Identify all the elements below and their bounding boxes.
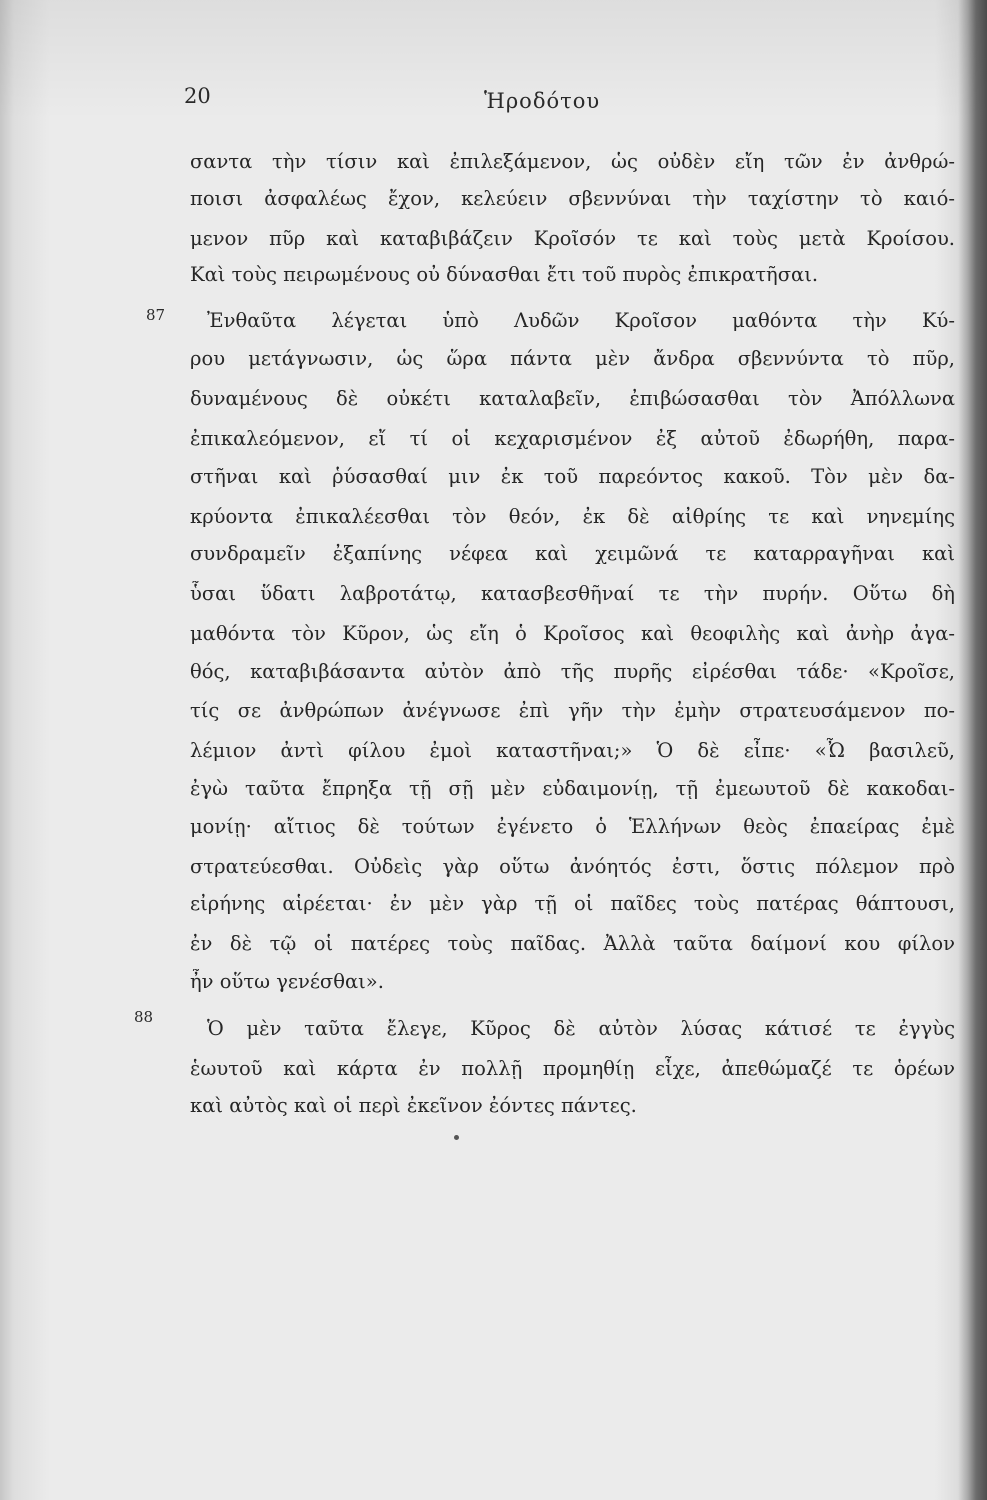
text-line: θός, καταβιβάσαντα αὐτὸν ἀπὸ τῆς πυρῆς εἰρέσθαι τάδε· «Κροῖσε, (190, 660, 955, 683)
text-line: συνδραμεῖν ἐξαπίνης νέφεα καὶ χειμῶνά τε καταρραγῆναι καὶ (190, 542, 955, 565)
text-line: δυναμένους δὲ οὐκέτι καταλαβεῖν, ἐπιβώσασθαι τὸν Ἀπόλλωνα (190, 387, 955, 410)
text-line: εἰρήνης αἱρέεται· ἐν μὲν γὰρ τῇ οἱ παῖδες τοὺς πατέρας θάπτουσι, (190, 892, 955, 915)
text-line: Ὁ μὲν ταῦτα ἔλεγε, Κῦρος δὲ αὐτὸν λύσας κάτισέ τε ἐγγὺς (207, 1017, 955, 1040)
text-line: σαντα τὴν τίσιν καὶ ἐπιλεξάμενον, ὡς οὐδὲν εἴη τῶν ἐν ἀνθρώ- (190, 150, 955, 173)
text-line: ὗσαι ὕδατι λαβροτάτῳ, κατασβεσθῆναί τε τὴν πυρήν. Οὕτω δὴ (190, 582, 955, 605)
text-line: κρύοντα ἐπικαλέεσθαι τὸν θεόν, ἐκ δὲ αἰθρίης τε καὶ νηνεμίης (190, 505, 955, 528)
printer-dot-mark (454, 1135, 459, 1140)
text-line: ἐγὼ ταῦτα ἔπρηξα τῇ σῇ μὲν εὐδαιμονίῃ, τῇ ἐμεωυτοῦ δὲ κακοδαι- (190, 777, 955, 800)
text-line: στῆναι καὶ ῥύσασθαί μιν ἐκ τοῦ παρεόντος κακοῦ. Τὸν μὲν δα- (190, 465, 955, 488)
text-line: Ἐνθαῦτα λέγεται ὑπὸ Λυδῶν Κροῖσον μαθόντα τὴν Κύ- (207, 309, 955, 332)
text-line: ἦν οὕτω γενέσθαι». (190, 970, 384, 993)
text-line: μαθόντα τὸν Κῦρον, ὡς εἴη ὁ Κροῖσος καὶ θεοφιλὴς καὶ ἀνὴρ ἀγα- (190, 622, 955, 645)
text-line: λέμιον ἀντὶ φίλου ἐμοὶ καταστῆναι;» Ὁ δὲ εἶπε· «Ὦ βασιλεῦ, (190, 739, 955, 762)
text-line: ἐπικαλεόμενον, εἴ τί οἱ κεχαρισμένον ἐξ αὐτοῦ ἐδωρήθη, παρα- (190, 427, 955, 450)
text-line: μονίῃ· αἴτιος δὲ τούτων ἐγένετο ὁ Ἑλλήνων θεὸς ἐπαείρας ἐμὲ (190, 815, 955, 838)
page-number: 20 (184, 84, 211, 108)
text-line: τίς σε ἀνθρώπων ἀνέγνωσε ἐπὶ γῆν τὴν ἐμὴν στρατευσάμενον πο- (190, 699, 955, 722)
chapter-number: 87 (146, 306, 166, 324)
chapter-number: 88 (134, 1008, 154, 1026)
text-line: Καὶ τοὺς πειρωμένους οὐ δύνασθαι ἔτι τοῦ πυρὸς ἐπικρατῆσαι. (190, 263, 819, 286)
text-line: μενον πῦρ καὶ καταβιβάζειν Κροῖσόν τε καὶ τοὺς μετὰ Κροίσου. (190, 227, 955, 250)
text-line: ἐν δὲ τῷ οἱ πατέρες τοὺς παῖδας. Ἀλλὰ ταῦτα δαίμονί κου φίλον (190, 932, 955, 955)
text-line: στρατεύεσθαι. Οὐδεὶς γὰρ οὕτω ἀνόητός ἐστι, ὅστις πόλεμον πρὸ (190, 855, 955, 878)
text-line: ἑωυτοῦ καὶ κάρτα ἐν πολλῇ προμηθίῃ εἶχε, ἀπεθώμαζέ τε ὁρέων (190, 1057, 955, 1080)
text-line: ποισι ἀσφαλέως ἔχον, κελεύειν σβεννύναι τὴν ταχίστην τὸ καιό- (190, 187, 955, 210)
text-line: καὶ αὐτὸς καὶ οἱ περὶ ἐκεῖνον ἐόντες πάντες. (190, 1094, 637, 1117)
text-line: ρου μετάγνωσιν, ὡς ὥρα πάντα μὲν ἄνδρα σβεννύντα τὸ πῦρ, (190, 347, 955, 370)
running-head: Ἡροδότου (484, 89, 601, 113)
